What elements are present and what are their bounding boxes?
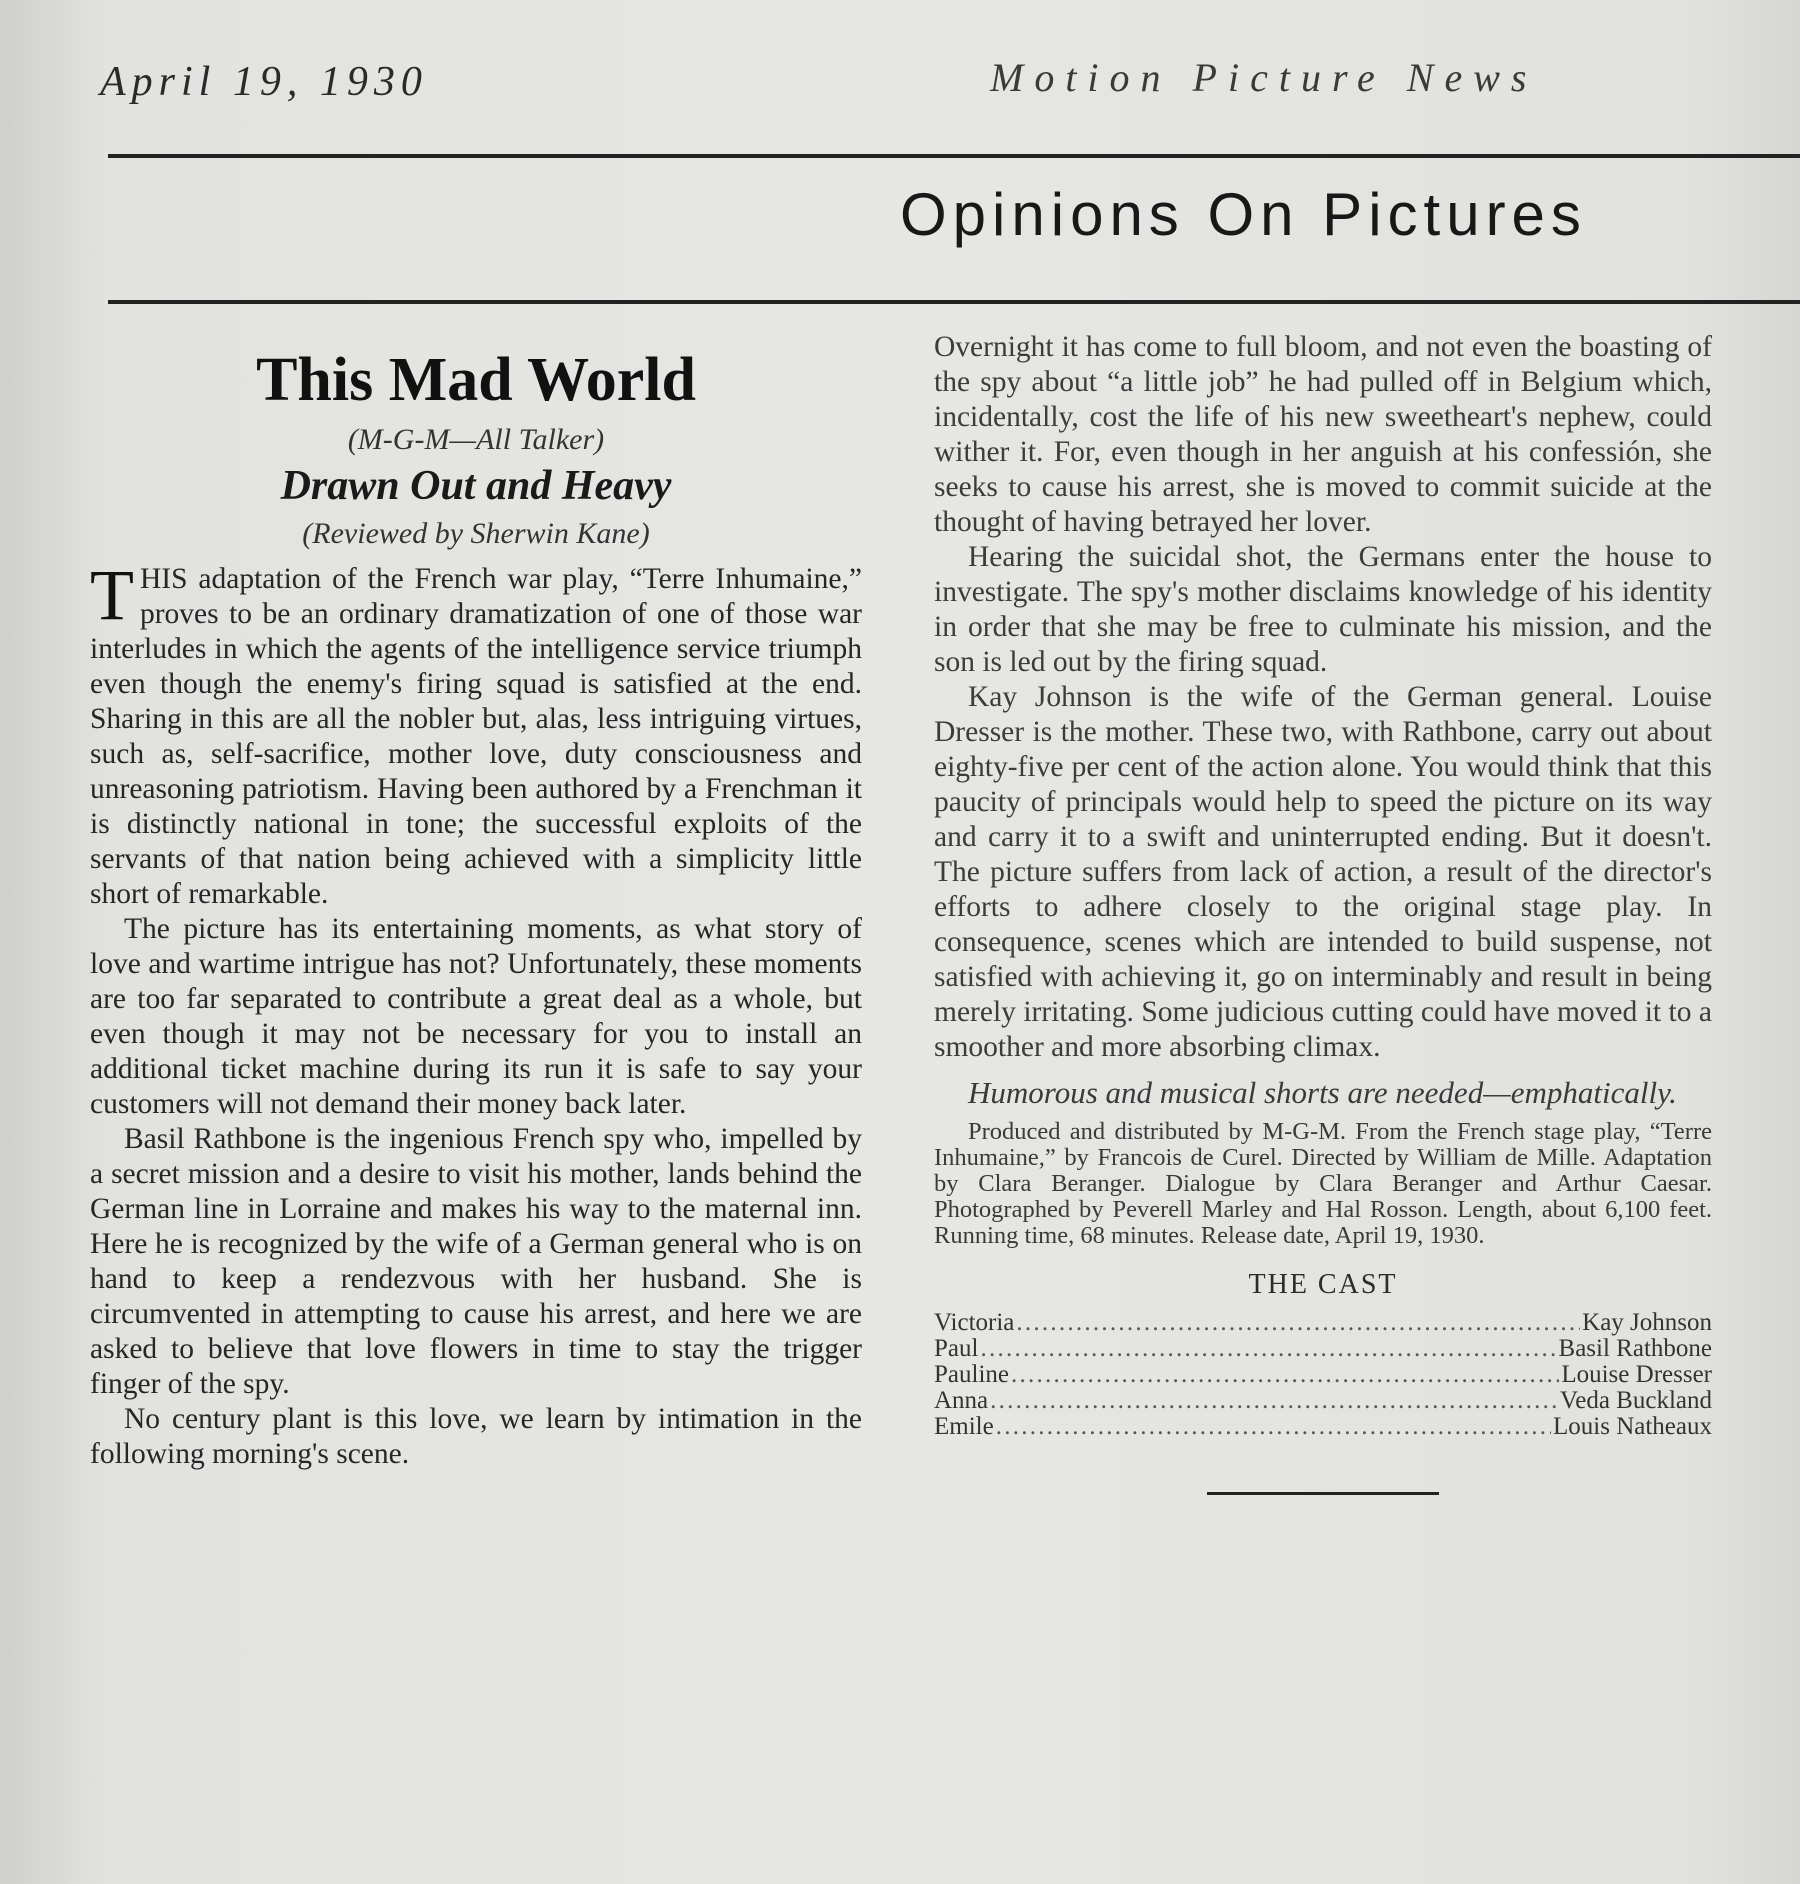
production-credits: Produced and distributed by M-G-M. From the French stage play, “Terre Inhumaine,” by Francois de Curel. Directed by William de Mille. Adaptation by Clara Beranger. Dialogue by Clara Beranger and Arthur Caesar. Photographed by Peverell Marley and Hal Rosson. Length, about 6,100 feet. Running time, 68 minutes. Release date, April 19, 1930. xyxy=(934,1118,1712,1249)
cast-role: Victoria xyxy=(934,1309,1015,1336)
cast-row xyxy=(934,1336,1712,1362)
header-rule xyxy=(108,154,1800,158)
journal-name: Motion Picture News xyxy=(990,55,1538,100)
running-head xyxy=(0,48,1800,118)
cast-actor: Louis Natheaux xyxy=(1553,1413,1712,1440)
leader-dots xyxy=(996,1414,1551,1440)
cast-heading: THE CAST xyxy=(1248,1269,1398,1300)
cast-role: Paul xyxy=(934,1335,979,1362)
review-paragraph-split xyxy=(90,1402,862,1472)
article-end-rule xyxy=(1207,1492,1439,1495)
cast-list xyxy=(934,1310,1712,1440)
exhibitor-recommendation: Humorous and musical shorts are needed—emphatically. xyxy=(968,1075,1677,1110)
paragraph-text: HIS adaptation of the French war play, “Terre Inhumaine,” proves to be an ordinary dramatization of one of those war interludes in which the agents of the intelligence service triumph even though the enemy's firing squad is satisfied at the end. Sharing in this are all the nobler but, alas, less intriguing virtues, such as, self-sacrifice, mother love, duty consciousness and unreasoning patriotism. Having been authored by a Frenchman it is distinctly national in tone; the successful exploits of the servants of that nation being achieved with a simplicity little short of remarkable. xyxy=(90,563,862,910)
cast-actor: Veda Buckland xyxy=(1559,1387,1712,1414)
cast-row xyxy=(934,1414,1712,1440)
review-paragraph: Kay Johnson is the wife of the German general. Louise Dresser is the mother. These two, with Rathbone, carry out about eighty-five per cent of the action alone. You would think that this paucity of principals would help to speed the picture on its way and carry it to a swift and uninterrupted ending. But it doesn't. The picture suffers from lack of action, a result of the director's efforts to adhere closely to the original stage play. In consequence, scenes which are intended to build suspense, not satisfied with achieving it, go on interminably and result in being merely irritating. Some judicious cutting could have moved it to a smoother and more absorbing climax. xyxy=(934,681,1712,1063)
review-title: This Mad World xyxy=(256,346,696,414)
review-paragraph xyxy=(90,555,862,912)
section-rule xyxy=(108,300,1800,304)
review-byline: (Reviewed by Sherwin Kane) xyxy=(302,517,650,550)
leader-dots xyxy=(1016,1310,1580,1336)
cast-actor: Louise Dresser xyxy=(1561,1361,1712,1388)
leader-dots xyxy=(980,1336,1556,1362)
review-verdict: Drawn Out and Heavy xyxy=(280,463,672,509)
leader-dots xyxy=(1011,1362,1559,1388)
leader-dots xyxy=(990,1388,1558,1414)
section-title: Opinions On Pictures xyxy=(900,181,1587,248)
review-studio: (M-G-M—All Talker) xyxy=(347,423,605,456)
issue-date: April 19, 1930 xyxy=(100,59,428,105)
cast-actor: Basil Rathbone xyxy=(1558,1335,1712,1362)
cast-actor: Kay Johnson xyxy=(1582,1309,1712,1336)
left-column xyxy=(90,330,862,1472)
cast-row xyxy=(934,1310,1712,1336)
review-paragraph: The picture has its entertaining moments, as what story of love and wartime intrigue has not? Unfortunately, these moments are too far separated to contribute a great deal as a whole, but even though it may not be necessary for you to install an additional ticket machine during its run it is safe to say your customers will not demand their money back later. xyxy=(90,913,862,1120)
review-paragraph: Hearing the suicidal shot, the Germans enter the house to investigate. The spy's mother disclaims knowledge of his identity in order that she may be free to culminate his mission, and the son is led out by the firing squad. xyxy=(934,541,1712,678)
drop-cap: T xyxy=(90,555,134,635)
right-column xyxy=(934,330,1712,1495)
review-paragraph-continued: Overnight it has come to full bloom, and not even the boasting of the spy about “a little job” he had pulled off in Belgium which, incidentally, cost the life of his new sweetheart's nephew, could wither it. For, even though in her anguish at his confessión, she seeks to cause his arrest, she is moved to commit suicide at the thought of having betrayed her lover. xyxy=(934,331,1712,538)
review-paragraph: Basil Rathbone is the ingenious French spy who, impelled by a secret mission and a desire to visit his mother, lands behind the German line in Lorraine and makes his way to the maternal inn. Here he is recognized by the wife of a German general who is on hand to keep a rendezvous with her husband. She is circumvented in attempting to cause his arrest, and here we are asked to believe that love flowers in time to stay the trigger finger of the spy. xyxy=(90,1123,862,1400)
cast-row xyxy=(934,1362,1712,1388)
paragraph-text-start: No century plant is this love, we learn by intimation in the following morning's scene. xyxy=(90,1403,862,1470)
cast-role: Pauline xyxy=(934,1361,1009,1388)
cast-role: Emile xyxy=(934,1413,994,1440)
cast-role: Anna xyxy=(934,1387,989,1414)
cast-row xyxy=(934,1388,1712,1414)
